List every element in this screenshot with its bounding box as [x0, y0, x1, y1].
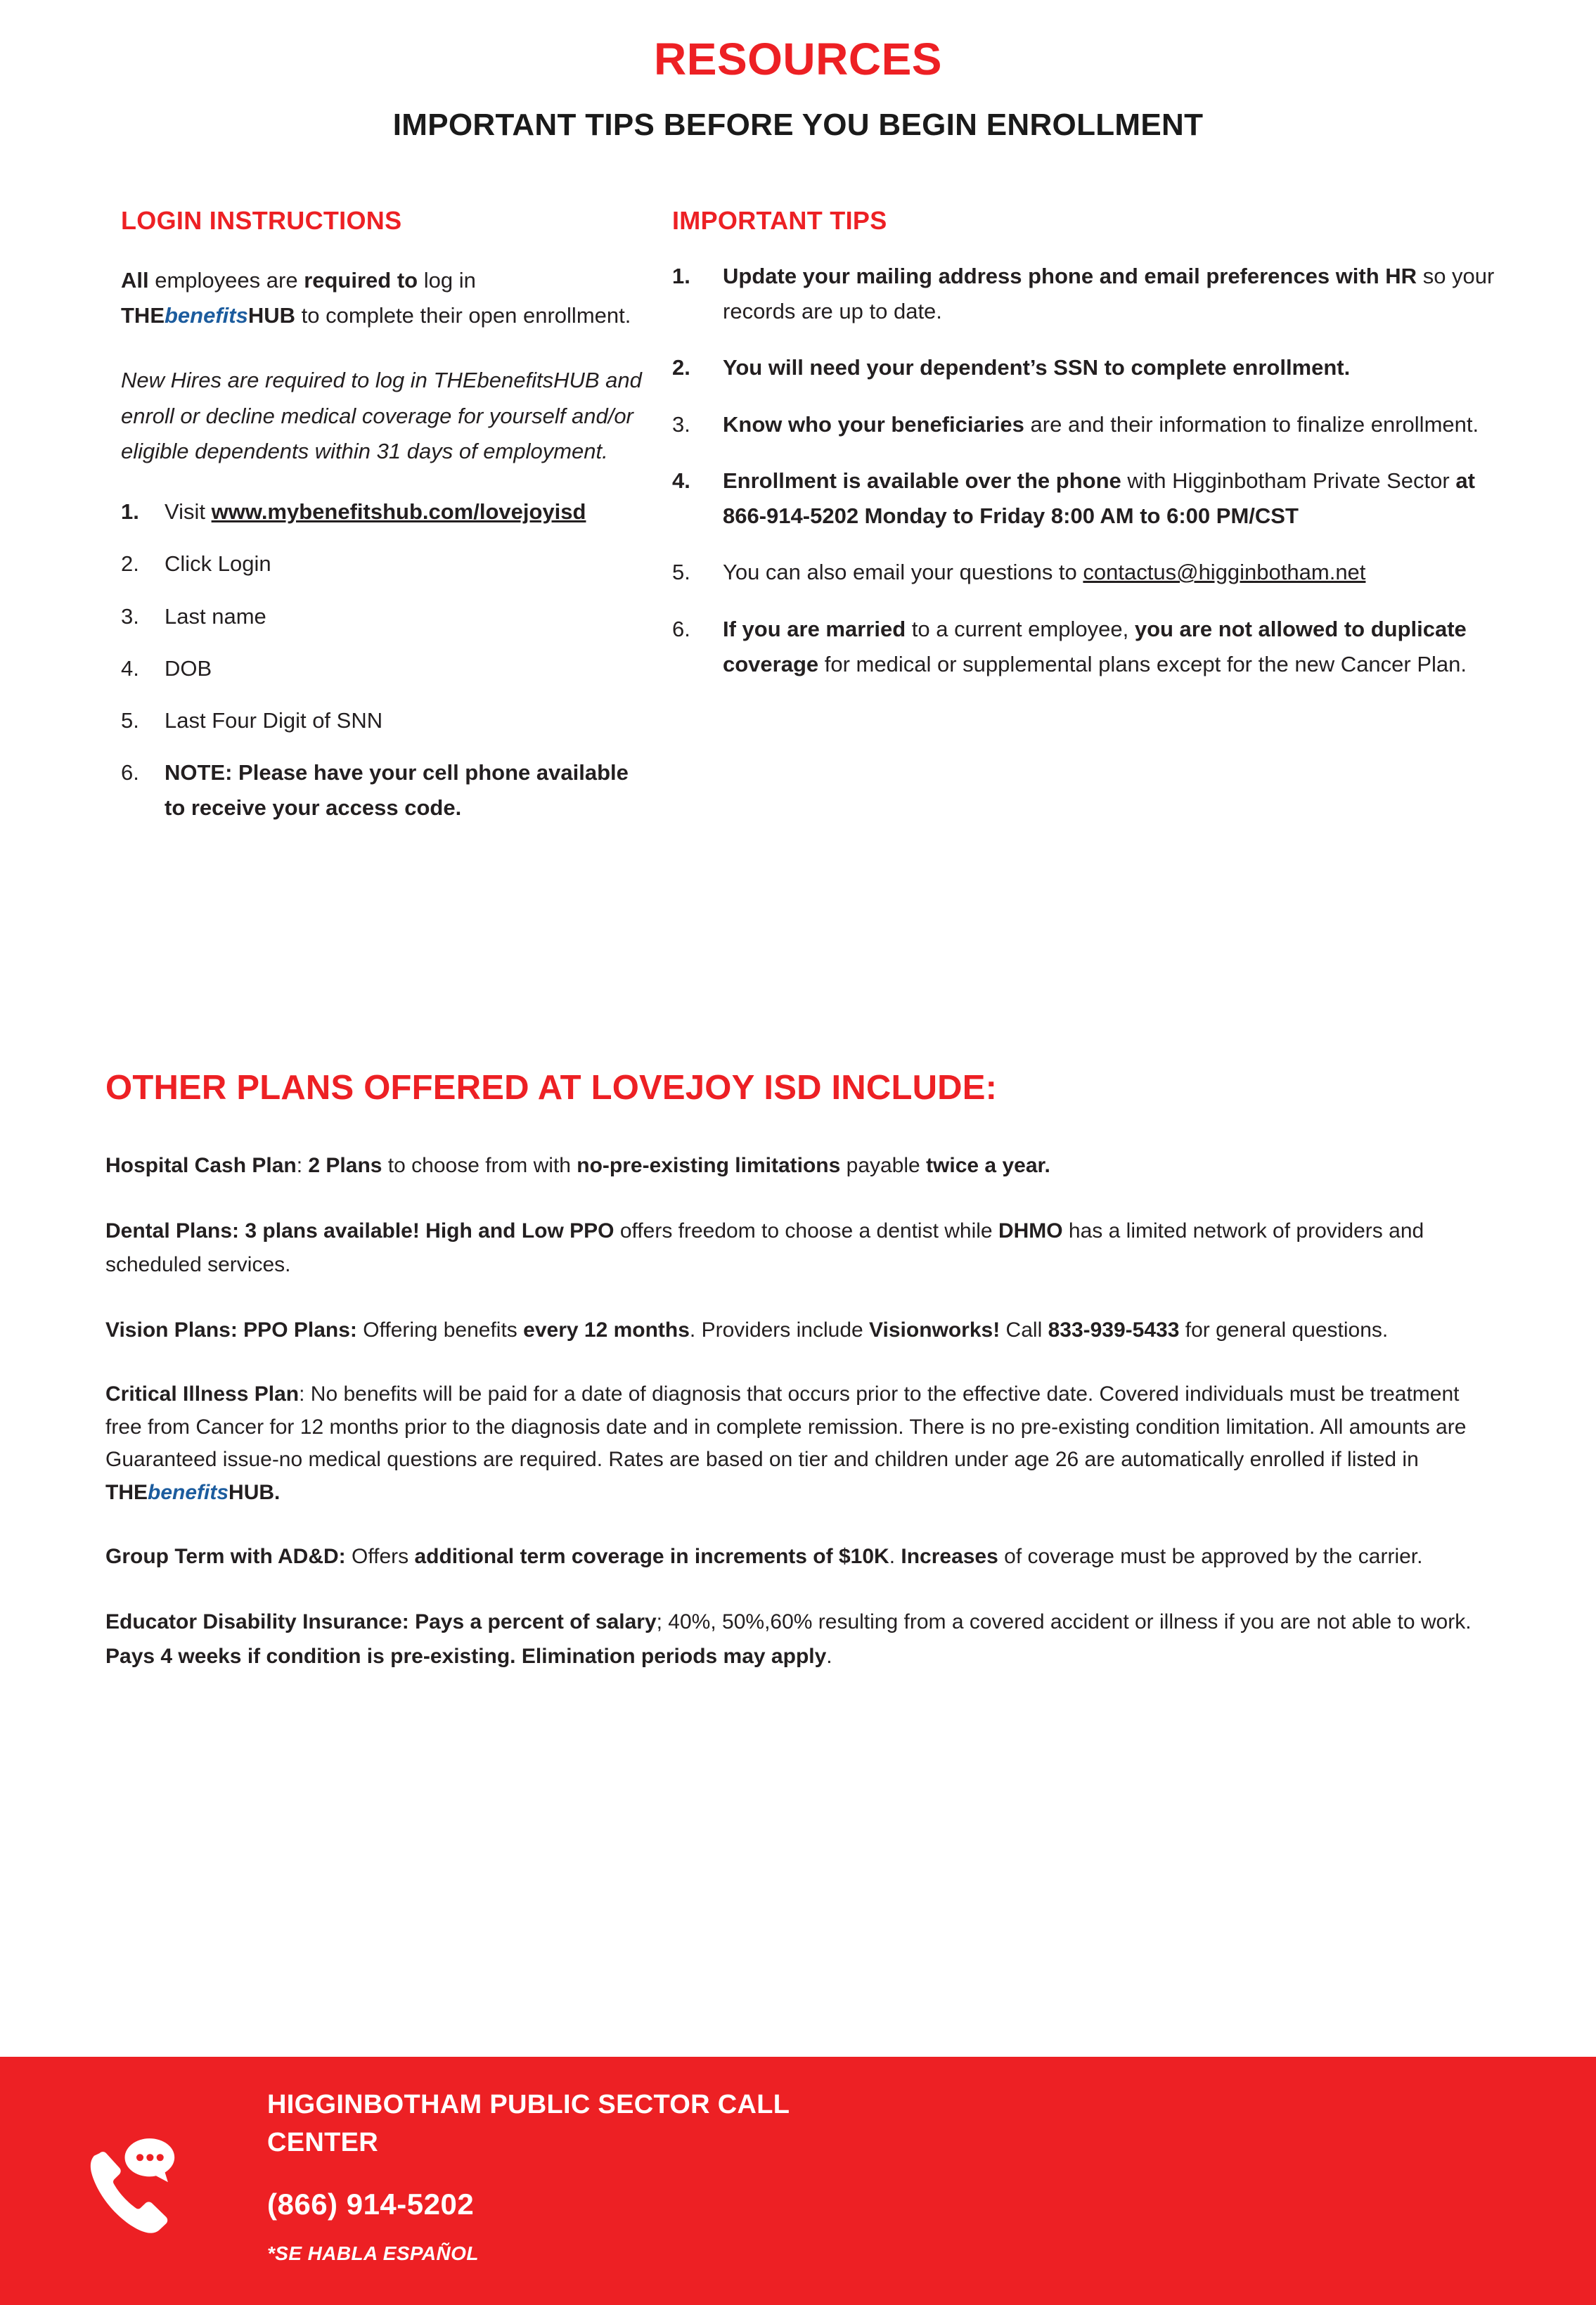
group-b2: Increases — [901, 1545, 998, 1569]
critical-the: THE — [105, 1480, 148, 1504]
group-t2: . — [889, 1545, 901, 1569]
step-number: 6. — [121, 760, 139, 785]
tip-number: 5. — [672, 560, 690, 585]
critical-illness-paragraph — [105, 1378, 1491, 1509]
login-intro-s3: required to — [304, 268, 418, 293]
tip-number: 3. — [672, 411, 690, 437]
educator-t2: . — [826, 1644, 832, 1668]
tip-rest-1: so your records are up to date. — [723, 264, 1495, 324]
phone-chat-icon — [0, 2057, 267, 2250]
login-intro-benefits: benefits — [165, 303, 248, 328]
login-intro-paragraph — [121, 263, 650, 333]
step-text: Last name — [165, 603, 266, 629]
list-item — [672, 463, 1498, 534]
vision-t2: . Providers include — [689, 1318, 870, 1342]
step-number: 2. — [121, 551, 139, 577]
group-b1: additional term coverage in increments of $10K — [414, 1545, 889, 1569]
list-item — [121, 651, 650, 686]
group-term-label: Group Term with AD&D: — [105, 1545, 346, 1569]
tip-text — [723, 463, 1498, 534]
list-item — [121, 703, 650, 738]
step-text: DOB — [165, 655, 212, 681]
educator-disability-paragraph — [105, 1605, 1491, 1674]
list-item — [121, 546, 650, 582]
step-text — [165, 494, 650, 529]
tip-bold-2: you are not allowed to duplicate coverage — [723, 616, 1467, 676]
hospital-t1: to choose from with — [382, 1154, 577, 1177]
login-intro-s2: employees are — [148, 268, 304, 293]
tip-number: 4. — [672, 468, 690, 493]
hospital-t2: payable — [840, 1154, 927, 1177]
tip-bold-1: Enrollment is available over the phone — [723, 468, 1121, 493]
login-instructions-heading: LOGIN INSTRUCTIONS — [121, 206, 402, 235]
vision-t3: Call — [1000, 1318, 1048, 1342]
two-column-area — [0, 208, 1596, 843]
tip-bold-1: Update your mailing address phone and email preferences with HR — [723, 264, 1417, 288]
hospital-cash-plan-label: Hospital Cash Plan — [105, 1154, 297, 1177]
call-center-phone[interactable]: (866) 914-5202 — [267, 2187, 475, 2221]
other-plans-section — [0, 1071, 1596, 1674]
login-intro-s1: All — [121, 268, 149, 293]
vision-t1: Offering benefits — [356, 1318, 524, 1342]
step-number: 4. — [121, 655, 139, 681]
login-intro-s8: to complete their open enrollment. — [295, 303, 631, 328]
login-intro-hub: HUB — [247, 303, 296, 328]
educator-b2: Pays 4 weeks if condition is pre-existing. Elimination periods may apply — [105, 1644, 827, 1668]
tip-text — [723, 350, 1498, 385]
call-center-title: HIGGINBOTHAM PUBLIC SECTOR CALL CENTER — [267, 2090, 790, 2157]
list-item — [121, 494, 650, 529]
login-steps-list — [121, 494, 650, 826]
tip-bold-1: Know who your beneficiaries — [723, 411, 1024, 437]
tip-bold-1: If you are married — [723, 616, 906, 641]
login-intro-s4: log in — [418, 268, 476, 293]
tip-rest-1: to a current employee, — [906, 616, 1135, 641]
dental-t1: offers freedom to choose a dentist while — [614, 1219, 998, 1243]
step-number: 1. — [121, 499, 139, 525]
tip-text — [723, 259, 1498, 329]
hospital-a: : — [296, 1154, 309, 1177]
tip-rest-1: You can also email your questions to — [723, 560, 1083, 585]
important-tips-list — [672, 259, 1498, 682]
vision-phone: 833-939-5433 — [1048, 1318, 1180, 1342]
educator-disability-label: Educator Disability Insurance: Pays a percent of salary — [105, 1610, 657, 1633]
other-plans-heading: OTHER PLANS OFFERED AT LOVEJOY ISD INCLUDE: — [105, 1069, 998, 1107]
footer-text-block — [267, 2057, 823, 2265]
step-text: Click Login — [165, 551, 271, 577]
tip-bold-1: You will need your dependent’s SSN to complete enrollment. — [723, 355, 1351, 380]
call-center-footer — [0, 2057, 1596, 2305]
tip-rest-1: with Higginbotham Private Sector — [1121, 468, 1456, 493]
group-t1: Offers — [345, 1545, 415, 1569]
step-prefix: Visit — [165, 499, 212, 525]
tip-number: 2. — [672, 355, 690, 380]
login-instructions-column — [0, 208, 671, 843]
dental-dhmo: DHMO — [998, 1219, 1063, 1243]
dental-t2: has a limited network of providers and scheduled services. — [105, 1219, 1424, 1277]
tip-number: 6. — [672, 616, 690, 641]
tip-text — [723, 612, 1498, 682]
dental-plans-label: Dental Plans: 3 plans available! High and Low PPO — [105, 1219, 614, 1243]
step-number: 3. — [121, 603, 139, 629]
step-text: Last Four Digit of SNN — [165, 707, 383, 733]
contact-email-link[interactable]: contactus@higginbotham.net — [1083, 560, 1366, 585]
hospital-cash-plan-paragraph — [105, 1149, 1491, 1183]
vision-b1: every 12 months — [523, 1318, 690, 1342]
educator-t1: ; 40%, 50%,60% resulting from a covered accident or illness if you are not able to work. — [656, 1610, 1472, 1633]
list-item — [121, 599, 650, 634]
se-habla-espanol-note: *SE HABLA ESPAÑOL — [267, 2242, 479, 2264]
list-item — [121, 755, 650, 826]
list-item — [672, 407, 1498, 442]
tip-number: 1. — [672, 264, 690, 288]
hospital-b2: no-pre-existing limitations — [577, 1154, 841, 1177]
list-item — [672, 350, 1498, 385]
vision-plans-label: Vision Plans: PPO Plans: — [105, 1318, 357, 1342]
list-item — [672, 612, 1498, 682]
vision-provider: Visionworks! — [869, 1318, 1000, 1342]
step-text-note: NOTE: Please have your cell phone available to receive your access code. — [165, 760, 629, 821]
tip-text — [723, 555, 1498, 590]
important-tips-column — [671, 208, 1596, 703]
critical-t1: : No benefits will be paid for a date of diagnosis that occurs prior to the effective date. Covered individuals must be treatment free from Cancer for 12 months prior to the diagnosis date and in complete remission. There is no pre-existing condition limitation. All amounts are Guaranteed issue-no medical questions are required. Rates are based on tier and children under age 26 are automatically enrolled if listed in — [105, 1382, 1467, 1472]
new-hires-paragraph: New Hires are required to log in THEbenefitsHUB and enroll or decline medical coverage for yourself and/or eligible dependents within 31 days of employment. — [121, 368, 642, 463]
list-item — [672, 259, 1498, 329]
login-intro-the: THE — [121, 303, 165, 328]
tip-rest-1: are and their information to finalize enrollment. — [1024, 411, 1479, 437]
critical-illness-label: Critical Illness Plan — [105, 1382, 300, 1406]
benefits-hub-link[interactable]: www.mybenefitshub.com/lovejoyisd — [211, 499, 586, 525]
step-number: 5. — [121, 707, 139, 733]
tip-text — [723, 407, 1498, 442]
page-subtitle: IMPORTANT TIPS BEFORE YOU BEGIN ENROLLMENT — [392, 108, 1204, 142]
page-title: RESOURCES — [654, 34, 942, 84]
tip-rest-2: for medical or supplemental plans except for the new Cancer Plan. — [818, 651, 1467, 676]
hospital-b1: 2 Plans — [308, 1154, 382, 1177]
list-item — [672, 555, 1498, 590]
important-tips-heading: IMPORTANT TIPS — [672, 206, 887, 235]
group-term-paragraph — [105, 1540, 1491, 1574]
vision-plans-paragraph — [105, 1314, 1491, 1348]
critical-benefits: benefits — [148, 1480, 229, 1504]
tip-phone-hours: at 866-914-5202 Monday to Friday 8:00 AM to 6:00 PM/CST — [723, 468, 1475, 529]
critical-hub: HUB. — [229, 1480, 281, 1504]
vision-t4: for general questions. — [1179, 1318, 1389, 1342]
group-t3: of coverage must be approved by the carrier. — [998, 1545, 1423, 1569]
hospital-b3: twice a year. — [926, 1154, 1050, 1177]
dental-plans-paragraph — [105, 1214, 1491, 1283]
